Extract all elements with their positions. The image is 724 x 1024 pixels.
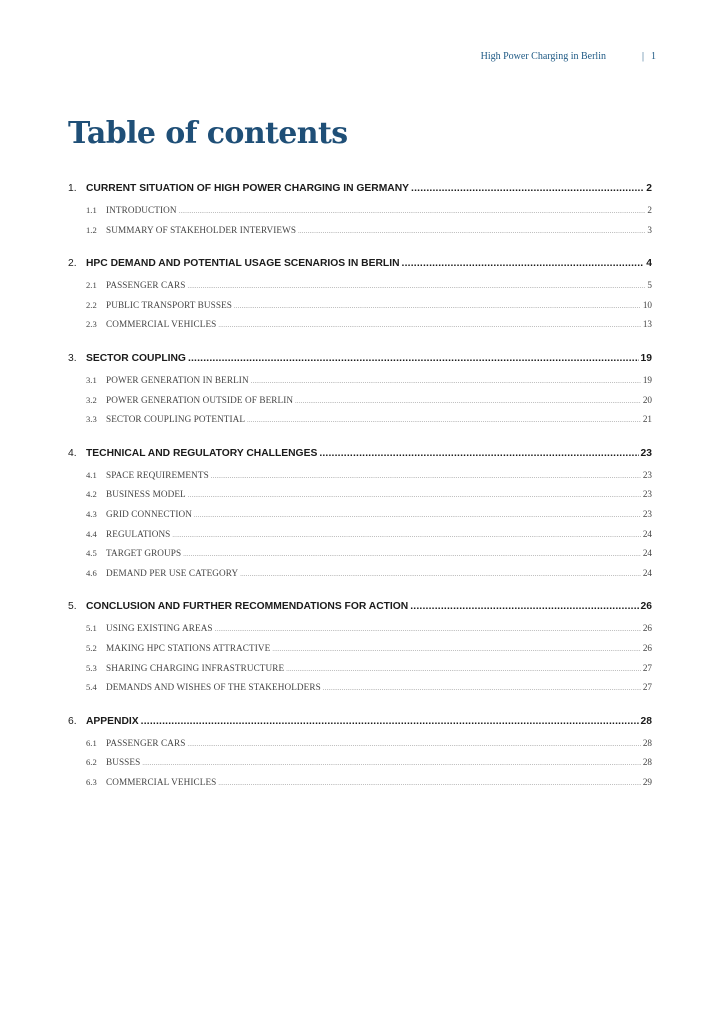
subsection-title: COMMERCIAL VEHICLES	[106, 319, 217, 330]
toc-subsection-entry[interactable]	[68, 414, 652, 434]
chapter-number: 5.	[68, 601, 77, 613]
subsection-page-number: 28	[642, 757, 652, 768]
subsection-title: DEMANDS AND WISHES OF THE STAKEHOLDERS	[106, 682, 321, 693]
toc-chapter-entry[interactable]	[68, 183, 652, 205]
toc-subsection-entry[interactable]	[68, 548, 652, 568]
header-document-title: High Power Charging in Berlin	[480, 51, 606, 62]
toc-subsection-entry[interactable]	[68, 682, 652, 702]
subsection-page-number: 24	[642, 548, 652, 559]
dot-leader	[323, 686, 641, 692]
dot-leader	[218, 323, 640, 329]
subsection-page-number: 20	[642, 394, 652, 405]
chapter-number: 4.	[68, 447, 77, 459]
chapter-page-number: 19	[640, 352, 652, 364]
header-separator: |	[641, 51, 644, 62]
subsection-number: 4.1	[86, 469, 97, 480]
chapter-number: 6.	[68, 715, 77, 727]
chapter-number: 2.	[68, 258, 77, 270]
dot-leader	[188, 493, 641, 499]
subsection-number: 5.2	[86, 642, 97, 653]
chapter-title: TECHNICAL AND REGULATORY CHALLENGES	[86, 447, 318, 459]
subsection-page-number: 26	[642, 642, 652, 653]
dot-leader	[187, 284, 645, 290]
subsection-title: SHARING CHARGING INFRASTRUCTURE	[106, 662, 285, 673]
toc-section	[68, 448, 652, 588]
chapter-page-number: 2	[646, 183, 652, 194]
toc-subsection-entry[interactable]	[68, 470, 652, 490]
dot-leader	[240, 572, 641, 578]
subsection-title: PASSENGER CARS	[106, 280, 186, 291]
table-of-contents	[68, 183, 652, 810]
subsection-number: 5.3	[86, 662, 97, 673]
toc-subsection-entry[interactable]	[68, 663, 652, 683]
subsection-number: 2.3	[86, 319, 97, 330]
subsection-page-number: 3	[647, 224, 652, 235]
dot-leader	[411, 183, 644, 194]
toc-subsection-entry[interactable]	[68, 777, 652, 797]
subsection-page-number: 13	[642, 319, 652, 330]
subsection-title: BUSINESS MODEL	[106, 489, 186, 500]
chapter-title: APPENDIX	[86, 715, 139, 727]
dot-leader	[187, 742, 640, 748]
toc-chapter-entry[interactable]	[68, 448, 652, 470]
subsection-number: 6.1	[86, 737, 97, 748]
subsection-number: 3.3	[86, 414, 97, 425]
subsection-title: POWER GENERATION IN BERLIN	[106, 374, 249, 385]
dot-leader	[402, 258, 645, 269]
dot-leader	[247, 418, 641, 424]
dot-leader	[215, 627, 641, 633]
dot-leader	[142, 761, 641, 767]
chapter-title: HPC DEMAND AND POTENTIAL USAGE SCENARIOS IN BERLIN	[86, 258, 400, 270]
chapter-title: CURRENT SITUATION OF HIGH POWER CHARGING IN GERMANY	[86, 183, 410, 194]
chapter-title: CONCLUSION AND FURTHER RECOMMENDATIONS FOR ACTION	[86, 601, 409, 613]
page-header	[481, 51, 656, 62]
subsection-number: 3.1	[86, 374, 97, 385]
dot-leader	[251, 379, 641, 385]
dot-leader	[234, 304, 641, 310]
toc-subsection-entry[interactable]	[68, 280, 652, 300]
subsection-title: POWER GENERATION OUTSIDE OF BERLIN	[106, 394, 294, 405]
subsection-title: SUMMARY OF STAKEHOLDER INTERVIEWS	[106, 224, 297, 235]
subsection-page-number: 21	[642, 414, 652, 425]
subsection-number: 4.6	[86, 567, 97, 578]
dot-leader	[295, 399, 641, 405]
toc-chapter-entry[interactable]	[68, 258, 652, 280]
dot-leader	[194, 513, 641, 519]
chapter-number: 1.	[68, 183, 77, 194]
toc-section	[68, 183, 652, 244]
subsection-page-number: 27	[642, 682, 652, 693]
chapter-page-number: 4	[646, 258, 652, 270]
subsection-title: SECTOR COUPLING POTENTIAL	[106, 414, 246, 425]
dot-leader	[218, 781, 640, 787]
toc-section	[68, 353, 652, 434]
subsection-title: INTRODUCTION	[106, 205, 177, 215]
subsection-number: 2.1	[86, 280, 97, 291]
toc-section	[68, 258, 652, 339]
subsection-title: COMMERCIAL VEHICLES	[106, 776, 217, 787]
dot-leader	[298, 229, 645, 235]
chapter-number: 3.	[68, 352, 77, 364]
subsection-title: PASSENGER CARS	[106, 737, 186, 748]
subsection-page-number: 27	[642, 662, 652, 673]
toc-subsection-entry[interactable]	[68, 395, 652, 415]
subsection-page-number: 28	[642, 737, 652, 748]
subsection-title: USING EXISTING AREAS	[106, 623, 213, 634]
subsection-page-number: 24	[642, 567, 652, 578]
toc-chapter-entry[interactable]	[68, 601, 652, 623]
subsection-page-number: 23	[642, 508, 652, 519]
subsection-number: 3.2	[86, 394, 97, 405]
toc-subsection-entry[interactable]	[68, 489, 652, 509]
toc-section	[68, 601, 652, 701]
toc-subsection-entry[interactable]	[68, 375, 652, 395]
subsection-title: TARGET GROUPS	[106, 548, 182, 559]
toc-subsection-entry[interactable]	[68, 300, 652, 320]
subsection-page-number: 5	[647, 280, 652, 291]
subsection-number: 1.1	[86, 205, 97, 215]
dot-leader	[188, 353, 639, 364]
subsection-number: 4.5	[86, 548, 97, 559]
dot-leader	[286, 667, 641, 673]
subsection-title: MAKING HPC STATIONS ATTRACTIVE	[106, 642, 271, 653]
subsection-number: 5.1	[86, 623, 97, 634]
subsection-page-number: 23	[642, 489, 652, 500]
subsection-number: 1.2	[86, 224, 97, 235]
subsection-page-number: 2	[647, 205, 652, 215]
subsection-number: 4.2	[86, 489, 97, 500]
dot-leader	[410, 601, 638, 612]
toc-subsection-entry[interactable]	[68, 529, 652, 549]
chapter-page-number: 23	[640, 447, 652, 459]
header-page-number: 1	[651, 51, 656, 62]
toc-subsection-entry[interactable]	[68, 568, 652, 588]
chapter-title: SECTOR COUPLING	[86, 352, 186, 364]
toc-subsection-entry[interactable]	[68, 225, 652, 245]
subsection-number: 4.3	[86, 508, 97, 519]
toc-subsection-entry[interactable]	[68, 643, 652, 663]
dot-leader	[211, 474, 641, 480]
subsection-title: PUBLIC TRANSPORT BUSSES	[106, 299, 232, 310]
subsection-number: 6.2	[86, 757, 97, 768]
subsection-page-number: 10	[642, 299, 652, 310]
subsection-title: DEMAND PER USE CATEGORY	[106, 567, 239, 578]
subsection-number: 6.3	[86, 776, 97, 787]
toc-subsection-entry[interactable]	[68, 319, 652, 339]
subsection-number: 5.4	[86, 682, 97, 693]
dot-leader	[319, 448, 638, 459]
toc-subsection-entry[interactable]	[68, 623, 652, 643]
subsection-page-number: 26	[642, 623, 652, 634]
subsection-title: REGULATIONS	[106, 528, 171, 539]
subsection-title: SPACE REQUIREMENTS	[106, 469, 209, 480]
page-title: Table of contents	[68, 116, 348, 151]
dot-leader	[141, 716, 639, 727]
subsection-page-number: 24	[642, 528, 652, 539]
subsection-title: BUSSES	[106, 757, 141, 768]
toc-subsection-entry[interactable]	[68, 509, 652, 529]
toc-chapter-entry[interactable]	[68, 353, 652, 375]
toc-chapter-entry[interactable]	[68, 716, 652, 738]
toc-subsection-entry[interactable]	[68, 205, 652, 225]
toc-subsection-entry[interactable]	[68, 757, 652, 777]
subsection-page-number: 29	[642, 776, 652, 787]
toc-section	[68, 716, 652, 797]
dot-leader	[183, 552, 641, 558]
toc-subsection-entry[interactable]	[68, 738, 652, 758]
subsection-page-number: 23	[642, 469, 652, 480]
dot-leader	[172, 533, 640, 539]
subsection-number: 2.2	[86, 299, 97, 310]
dot-leader	[272, 647, 640, 653]
chapter-page-number: 26	[640, 601, 652, 613]
dot-leader	[179, 209, 646, 215]
subsection-page-number: 19	[642, 374, 652, 385]
subsection-number: 4.4	[86, 528, 97, 539]
subsection-title: GRID CONNECTION	[106, 508, 192, 519]
chapter-page-number: 28	[640, 715, 652, 727]
